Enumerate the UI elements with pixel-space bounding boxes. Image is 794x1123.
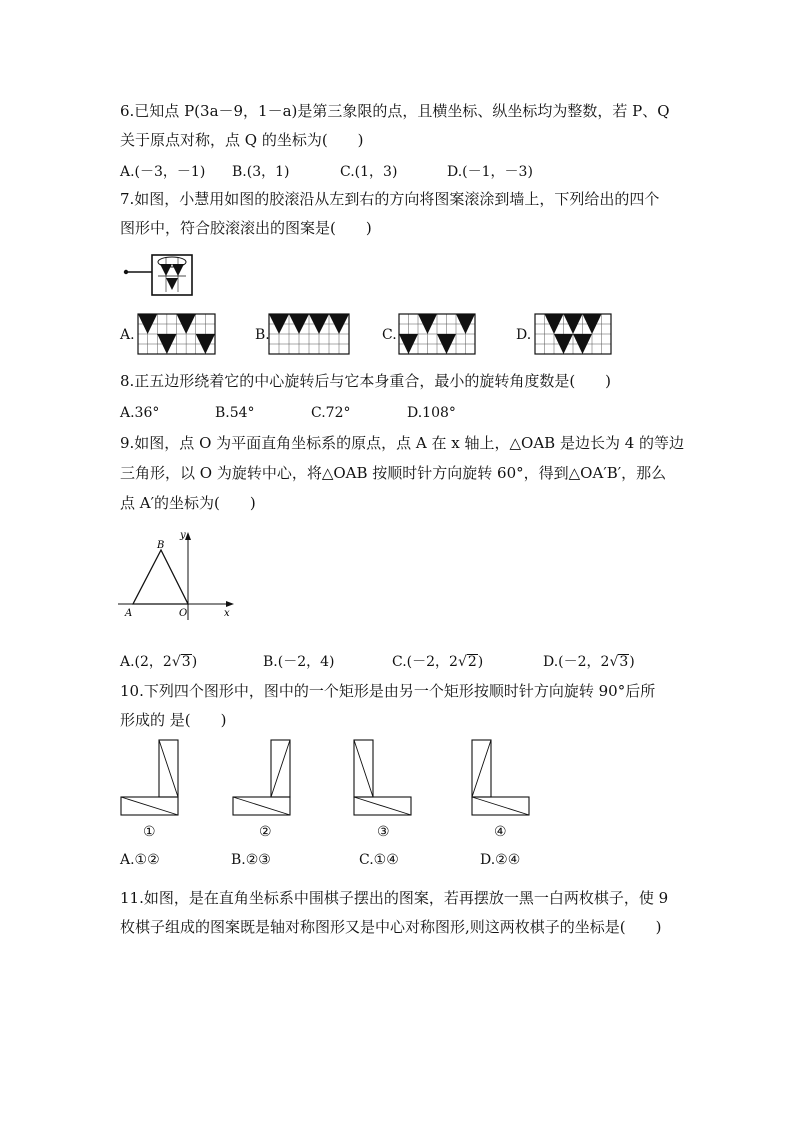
q9-option-a-close: ) (191, 654, 198, 670)
q10-option-b: B.②③ (231, 852, 271, 868)
roller-figure (120, 252, 200, 300)
q6-stem-line2: 关于原点对称，点 Q 的坐标为( ) (120, 131, 364, 149)
q8-option-b: B.54° (215, 405, 255, 421)
q9-option-a-radicand: 3 (181, 654, 191, 670)
q7-option-b-label: B. (255, 327, 270, 343)
q9-option-a-text: A.(2，2 (120, 654, 172, 670)
q7-option-c-label: C. (382, 327, 397, 343)
q8-option-a: A.36° (120, 405, 160, 421)
q9-option-b: B.(－2，4) (263, 654, 335, 670)
q9-point-a-label: A (125, 608, 133, 619)
q7-pattern-c (399, 314, 475, 354)
q6-option-d: D.(－1，－3) (447, 164, 533, 180)
q7-pattern-d (535, 314, 611, 354)
q9-stem-line2: 三角形，以 O 为旋转中心，将△OAB 按顺时针方向旋转 60°，得到△OA′B′，那么 (120, 464, 667, 482)
q7-pattern-b (269, 314, 349, 354)
q9-stem-line1: 9.如图，点 O 为平面直角坐标系的原点，点 A 在 x 轴上，△OAB 是边长为 4 的等边 (120, 434, 685, 452)
q9-option-c-text: C.(－2，2 (392, 654, 458, 670)
q9-option-d: D.(－2，2√3) (543, 654, 635, 670)
q9-option-c-radicand: 2 (467, 654, 477, 670)
q8-stem-line1: 8.正五边形绕着它的中心旋转后与它本身重合，最小的旋转角度数是( ) (120, 372, 612, 390)
q10-stem-line1: 10.下列四个图形中，图中的一个矩形是由另一个矩形按顺时针方向旋转 90°后所 (120, 682, 656, 700)
q8-option-c: C.72° (311, 405, 351, 421)
q10-option-a: A.①② (120, 852, 160, 868)
q9-option-a: A.(2，2√3) (120, 654, 198, 670)
q6-stem-line1: 6.已知点 P(3a－9，1－a)是第三象限的点，且横坐标、纵坐标均为整数，若 P、Q (120, 102, 670, 120)
q11-stem-line1: 11.如图，是在直角坐标系中围棋子摆出的图案，若再摆放一黑一白两枚棋子，使 9 (120, 889, 669, 907)
q9-option-c: C.(－2，2√2) (392, 654, 484, 670)
q9-option-d-text: D.(－2，2 (543, 654, 610, 670)
q9-option-c-close: ) (477, 654, 484, 670)
q10-stem-line2: 形成的 是( ) (120, 711, 227, 729)
q10-option-d: D.②④ (480, 852, 521, 868)
q10-figure-2 (231, 740, 293, 816)
q10-figure-4 (471, 740, 531, 816)
q9-option-d-close: ) (629, 654, 635, 670)
q10-option-c: C.①④ (359, 852, 399, 868)
q9-option-d-radicand: 3 (619, 654, 629, 670)
q10-figure-label-1: ① (143, 824, 156, 840)
q6-option-c: C.(1，3) (340, 164, 398, 180)
q6-option-b: B.(3，1) (232, 164, 290, 180)
q10-figure-1 (119, 740, 179, 816)
q9-coordinate-figure (118, 528, 238, 620)
q11-stem-line2: 枚棋子组成的图案既是轴对称图形又是中心对称图形,则这两枚棋子的坐标是( ) (120, 918, 662, 936)
q7-stem-line2: 图形中，符合胶滚滚出的图案是( ) (120, 219, 372, 237)
q9-x-axis-label: x (224, 608, 230, 619)
q7-option-d-label: D. (516, 327, 532, 343)
q7-option-a-label: A. (120, 327, 135, 343)
q9-y-axis-label: y (180, 530, 186, 541)
q6-option-a: A.(－3，－1) (120, 164, 206, 180)
q10-figure-label-3: ③ (377, 824, 390, 840)
q7-stem-line1: 7.如图，小慧用如图的胶滚沿从左到右的方向将图案滚涂到墙上，下列给出的四个 (120, 190, 660, 208)
q9-point-b-label: B (157, 540, 165, 551)
q7-pattern-a (138, 314, 215, 354)
q9-stem-line3: 点 A′的坐标为( ) (120, 494, 256, 512)
q10-figure-3 (353, 740, 413, 816)
q9-point-o-label: O (179, 608, 188, 619)
q10-figure-label-4: ④ (494, 824, 507, 840)
q8-option-d: D.108° (407, 405, 456, 421)
q10-figure-label-2: ② (259, 824, 272, 840)
